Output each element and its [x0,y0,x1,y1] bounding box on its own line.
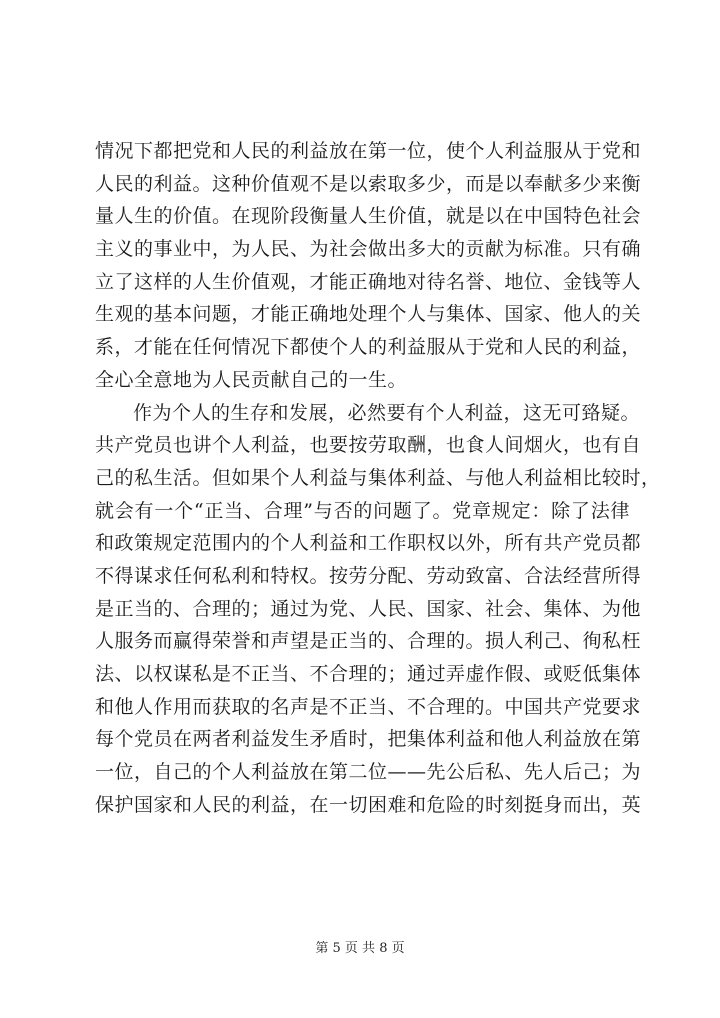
text-line: 就会有一个“正当、合理”与否的问题了。党章规定：除了法律 [95,499,630,522]
text-line: 情况下都把党和人民的利益放在第一位，使个人利益服从于党和 [95,140,642,162]
text-line: 主义的事业中，为人民、为社会做出多大的贡献为标准。只有确 [95,238,642,261]
text-line: 每个党员在两者利益发生矛盾时，把集体利益和他人利益放在第 [95,728,642,751]
text-line: 人民的利益。这种价值观不是以索取多少，而是以奉献多少来衡 [95,172,642,195]
text-line: 己的私生活。但如果个人利益与集体利益、与他人利益相比较时， [95,466,661,489]
text-line: 一位，自己的个人利益放在第二位——先公后私、先人后己；为 [95,761,642,784]
body-text [95,135,661,821]
text-line: 全心全意地为人民贡献自己的一生。 [95,368,408,391]
text-line: 不得谋求任何私利和特权。按劳分配、劳动致富、合法经营所得 [95,564,642,587]
text-line: 作为个人的生存和发展，必然要有个人利益，这无可臵疑。 [133,401,641,424]
text-line: 共产党员也讲个人利益，也要按劳取酬，也食人间烟火，也有自 [95,434,642,457]
text-line: 保护国家和人民的利益，在一切困难和危险的时刻挺身而出，英 [95,793,642,816]
text-line: 系，才能在任何情况下都使个人的利益服从于党和人民的利益， [95,336,642,359]
paragraph-1 [95,135,642,397]
text-line: 人服务而赢得荣誉和声望是正当的、合理的。损人利己、徇私枉 [95,630,642,653]
page-footer: 第 5 页 共 8 页 [315,941,405,956]
text-line: 法、以权谋私是不正当、不合理的；通过弄虚作假、或贬低集体 [95,663,642,685]
text-line: 和政策规定范围内的个人利益和工作职权以外，所有共产党员都 [95,532,642,555]
text-line: 是正当的、合理的；通过为党、人民、国家、社会、集体、为他 [95,597,642,620]
paragraph-2 [95,397,661,822]
text-line: 和他人作用而获取的名声是不正当、不合理的。中国共产党要求 [95,695,642,718]
text-line: 立了这样的人生价值观，才能正确地对待名誉、地位、金钱等人 [95,270,642,293]
text-line: 量人生的价值。在现阶段衡量人生价值，就是以在中国特色社会 [95,205,642,228]
text-line: 生观的基本问题，才能正确地处理个人与集体、国家、他人的关 [95,303,642,326]
